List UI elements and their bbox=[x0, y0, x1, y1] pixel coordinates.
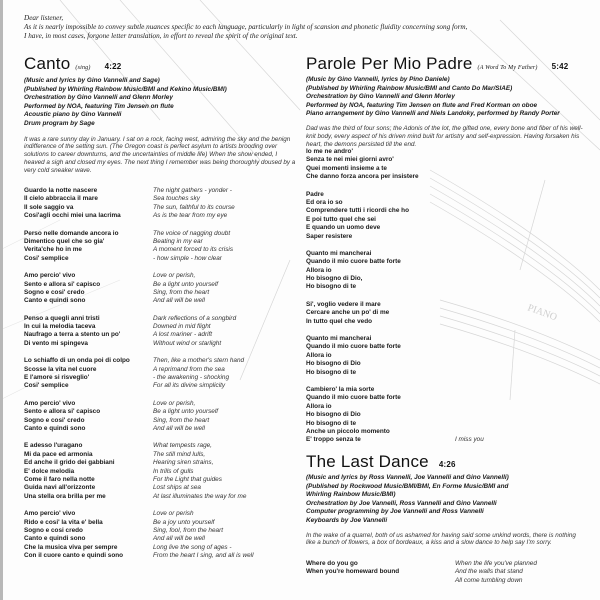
lyric-original: Saper resistere bbox=[306, 232, 353, 240]
lyric-line bbox=[24, 340, 254, 348]
lyric-translation: Sing, from the heart bbox=[153, 288, 210, 296]
lyric-translation: The voice of nagging doubt bbox=[153, 229, 231, 237]
lyric-original: In tutto quel che vedo bbox=[306, 317, 373, 325]
lyric-original: Where do you go bbox=[306, 560, 358, 567]
song-story: In the wake of a quarrel, both of us ashamed for having said some unkind words, there is nothing like a bunch of flowers, a box of bordeaux, a kiss and a slow dance to help say I'm sorry. bbox=[306, 531, 576, 547]
lyric-original: Mi da pace ed armonia bbox=[24, 450, 93, 458]
lyric-original: Come il faro nella notte bbox=[24, 475, 95, 483]
stanza bbox=[24, 272, 254, 306]
lyric-original: Amo percio' vivo bbox=[24, 510, 76, 518]
lyric-line bbox=[24, 519, 254, 527]
lyric-translation: From the heart I sing, and all is well bbox=[153, 552, 254, 560]
lyric-line bbox=[306, 420, 484, 428]
lyric-line bbox=[24, 366, 254, 374]
song-duration: 4:22 bbox=[104, 62, 122, 71]
lyric-original: Ed ora io so bbox=[306, 198, 343, 206]
parole-lyrics bbox=[306, 148, 484, 454]
lyric-original: Ho bisogno di Dio bbox=[306, 360, 361, 368]
song-credits bbox=[24, 77, 296, 129]
lyric-line bbox=[24, 408, 254, 416]
lyric-line bbox=[306, 352, 484, 360]
lyric-original: Io me ne andro' bbox=[306, 148, 353, 155]
lyric-original: Ho bisogno di Dio bbox=[306, 411, 361, 419]
lyric-line bbox=[306, 224, 484, 232]
intro-line: I have, in most cases, forgone letter translation, in effort to reveal the spirit of the original text. bbox=[24, 32, 298, 40]
lyric-translation: I miss you bbox=[455, 436, 484, 444]
lyric-translation: Long live the song of ages - bbox=[153, 543, 232, 551]
lyric-translation: A lost mariner - adrift bbox=[153, 331, 213, 339]
lyric-line bbox=[306, 360, 484, 368]
lyric-original: E quando un uomo deve bbox=[306, 224, 381, 232]
song-duration: 5:42 bbox=[551, 62, 569, 71]
stanza bbox=[306, 560, 537, 585]
lyric-line bbox=[24, 331, 254, 339]
song-title bbox=[306, 453, 596, 474]
stanza bbox=[24, 400, 254, 434]
lyric-original: Cosi'agli occhi miei una lacrima bbox=[24, 212, 121, 220]
lyric-line bbox=[24, 357, 254, 365]
lyric-original: Quando il mio cuore batte forte bbox=[306, 258, 401, 266]
song-story: It was a rare sunny day in January. I sat on a rock, facing west, admiring the sky and the benign indifference of the setting sun. (The Oregon coast is perfect asylum to artists brooding over solutions to career downturns, and the uncertainties of middle life) When the show ended, I heaved a sigh and closed my eyes. The next thing I remember was being thoroughly doused by a very cold sneaker wave. bbox=[24, 135, 296, 174]
lyric-line bbox=[306, 318, 484, 326]
lyric-line bbox=[24, 323, 254, 331]
lyric-translation: All come tumbling down bbox=[455, 576, 523, 584]
credit-line: Acoustic piano by Gino Vannelli bbox=[24, 111, 122, 119]
lyric-translation: Be a light unto yourself bbox=[153, 280, 219, 288]
lyric-line bbox=[306, 275, 484, 283]
lyric-line bbox=[306, 148, 484, 156]
credit-line: Keyboards by Joe Vannelli bbox=[306, 516, 388, 524]
lyric-line bbox=[24, 535, 254, 543]
lyric-original: Guida navi all'orizzonte bbox=[24, 484, 96, 492]
lyric-line bbox=[306, 191, 484, 199]
song-subtitle: (A Word To My Father) bbox=[477, 65, 538, 71]
lyric-line bbox=[24, 255, 254, 263]
svg-text:PIANO: PIANO bbox=[525, 302, 559, 324]
lyric-original: Cercare anche un po' di me bbox=[306, 309, 390, 317]
lyric-line bbox=[306, 369, 484, 377]
stanza bbox=[24, 442, 254, 501]
lyric-line bbox=[24, 442, 254, 450]
lyric-line bbox=[306, 165, 484, 173]
lyric-original: Ho bisogno di te bbox=[306, 368, 357, 376]
lyric-original: Il sole saggio va bbox=[24, 203, 74, 211]
song-the-last-dance bbox=[306, 453, 596, 547]
lyric-original: Cambiero' la mia sorte bbox=[306, 385, 375, 393]
lyric-line bbox=[24, 212, 254, 220]
lyric-line bbox=[306, 411, 484, 419]
song-title-text: Canto bbox=[24, 54, 71, 73]
lyric-original: Ed anche il grido dei gabbiani bbox=[24, 459, 115, 467]
lyric-original: Rido e cosi' la vita e' bella bbox=[24, 518, 103, 526]
lyric-original: Naufrago a terra a stento un po' bbox=[24, 331, 121, 339]
lyric-line bbox=[24, 425, 254, 433]
credit-line: (Music and lyrics by Ross Vannelli, Joe Vannelli and Gino Vannelli) bbox=[306, 474, 509, 481]
lyric-line bbox=[306, 386, 484, 394]
intro-letter bbox=[24, 14, 467, 41]
lyric-line bbox=[306, 403, 484, 411]
credit-line: Computer programming by Joe Vannelli and Ross Vannelli bbox=[306, 508, 484, 516]
lyric-original: Quanto mi mancherai bbox=[306, 249, 372, 257]
lyric-original: When you're homeward bound bbox=[306, 568, 400, 576]
lyric-line bbox=[24, 493, 254, 501]
lyric-line bbox=[24, 459, 254, 467]
lyric-line bbox=[24, 468, 254, 476]
lyric-translation: The sun, faithful to its course bbox=[153, 203, 235, 211]
lyric-translation: Beating in my ear bbox=[153, 237, 203, 245]
lyric-line bbox=[24, 451, 254, 459]
lyric-original: Allora io bbox=[306, 402, 332, 410]
lyric-original: Senza te nei miei giorni avro' bbox=[306, 156, 394, 164]
song-credits bbox=[306, 474, 596, 526]
lyric-original: Che la musica viva per sempre bbox=[24, 543, 118, 551]
stanza bbox=[24, 510, 254, 560]
lyric-line bbox=[24, 374, 254, 382]
lyric-original: Perso nelle domande ancora io bbox=[24, 229, 119, 237]
lyric-translation: Love or perish bbox=[153, 510, 194, 518]
lyric-translation: Sing, from the heart bbox=[153, 416, 210, 424]
lyric-original: Allora io bbox=[306, 266, 332, 274]
lyric-original: Penso a quegli anni tristi bbox=[24, 314, 100, 322]
lyric-original: Cosi' semplice bbox=[24, 254, 69, 262]
stanza bbox=[306, 191, 484, 241]
lyric-original: Canto e quindi sono bbox=[24, 535, 86, 543]
song-credits bbox=[306, 76, 596, 119]
song-subtitle: (sing) bbox=[75, 65, 91, 71]
lyric-original: Il cielo abbraccia il mare bbox=[24, 195, 98, 203]
credit-line: Orchestration by Gino Vannelli and Glenn Morley bbox=[24, 94, 173, 102]
lyric-original: Ho bisogno di te bbox=[306, 419, 357, 427]
stanza bbox=[24, 357, 254, 391]
credit-line: Orchestration by Gino Vannelli and Glenn Morley bbox=[306, 93, 455, 101]
lyric-translation: Lost ships at sea bbox=[153, 484, 201, 492]
lyric-translation: What tempests rage, bbox=[153, 442, 212, 450]
lyric-original: Guardo la notte nascere bbox=[24, 187, 98, 194]
song-parole-per-mio-padre bbox=[306, 55, 596, 148]
lyric-line bbox=[24, 476, 254, 484]
lyric-line bbox=[306, 560, 537, 568]
lyric-line bbox=[24, 484, 254, 492]
song-title-text: Parole Per Mio Padre bbox=[306, 54, 473, 73]
lyric-translation: In trills of gulls bbox=[153, 467, 194, 475]
lyric-line bbox=[24, 281, 254, 289]
lyric-original: Quando il mio cuore batte forte bbox=[306, 343, 401, 351]
lyric-translation: Then, like a mother's stern hand bbox=[153, 357, 245, 365]
lyric-line bbox=[24, 297, 254, 305]
credit-line: (Published by Rockwood Music/BMI/BMI, En Forme Music/BMI and bbox=[306, 482, 509, 490]
lyric-translation: - how simple - how clear bbox=[153, 254, 222, 262]
lyric-line bbox=[306, 207, 484, 215]
lyric-line bbox=[24, 544, 254, 552]
lyric-original: Di vento mi spingeva bbox=[24, 339, 88, 347]
lyric-translation: And all will be well bbox=[153, 535, 205, 543]
credit-line: (Music and lyrics by Gino Vannelli and Sage) bbox=[24, 77, 160, 84]
lyric-line bbox=[24, 417, 254, 425]
lyric-line bbox=[306, 577, 537, 585]
lyric-line bbox=[24, 195, 254, 203]
lyric-translation: And all will be well bbox=[153, 424, 205, 432]
lyric-line bbox=[24, 527, 254, 535]
lyric-line bbox=[24, 510, 254, 518]
lyric-original: Sogno e cosi' credo bbox=[24, 288, 85, 296]
lyric-original: Che danno forza ancora per insistere bbox=[306, 173, 419, 181]
lyric-line bbox=[306, 343, 484, 351]
lyric-line bbox=[306, 233, 484, 241]
lyric-translation: - the awakening - shocking bbox=[153, 374, 230, 382]
lyric-translation: Hearing siren strains, bbox=[153, 459, 214, 467]
lyric-line bbox=[306, 199, 484, 207]
lyric-line bbox=[306, 283, 484, 291]
lyric-original: Anche un piccolo momento bbox=[306, 427, 390, 435]
intro-greeting: Dear listener, bbox=[24, 14, 64, 22]
lyric-original: Quanto mi mancherai bbox=[306, 335, 372, 343]
lyric-translation: For the Light that guides bbox=[153, 475, 222, 483]
credit-line: (Music by Gino Vannelli, lyrics by Pino Daniele) bbox=[306, 76, 450, 83]
song-story: Dad was the third of four sons; the Adonis of the lot, the gifted one, every bone and fiber of his well-knit body, every aspect of his driven mind built for artistry and self-expression. Having forsaken his heart, the demons persisted till the end. bbox=[306, 124, 583, 148]
lyric-original: Comprendere tutti i ricordi che ho bbox=[306, 207, 409, 215]
lyric-original: In cui la melodia taceva bbox=[24, 323, 96, 331]
lyric-translation: The night gathers - yonder - bbox=[153, 187, 232, 194]
lyric-translation: Sea touches sky bbox=[153, 195, 200, 203]
lyric-line bbox=[306, 568, 537, 576]
lyric-original: E adesso l'uragano bbox=[24, 442, 83, 450]
lyric-translation: The still mind lulls, bbox=[153, 450, 206, 458]
song-title bbox=[24, 55, 296, 77]
lyric-original: E l'amore si risveglio' bbox=[24, 374, 90, 382]
lyric-original: Quando il mio cuore batte forte bbox=[306, 394, 401, 402]
stanza bbox=[306, 386, 484, 445]
lyric-translation: And the walls that stand bbox=[455, 568, 523, 576]
lyric-line bbox=[24, 552, 254, 560]
page-edge bbox=[0, 0, 3, 600]
song-canto bbox=[24, 55, 296, 175]
lyric-original: Si', voglio vedere il mare bbox=[306, 300, 381, 308]
lyric-original: Dimentico quel che so gia' bbox=[24, 237, 105, 245]
lyric-original: Scosse la vita nel cuore bbox=[24, 365, 97, 373]
lyric-original: Padre bbox=[306, 190, 324, 198]
credit-line: Whirling Rainbow Music/BMI) bbox=[306, 491, 396, 499]
lyric-translation: Be a joy unto yourself bbox=[153, 518, 215, 526]
lyric-original: E' dolce melodia bbox=[24, 467, 75, 475]
credit-line: (Published by Whirling Rainbow Music/BMI and Kekino Music/BMI) bbox=[24, 85, 227, 93]
lyric-line bbox=[306, 216, 484, 224]
lyric-original: Sogno e cosi' credo bbox=[24, 416, 85, 424]
song-duration: 4:26 bbox=[438, 460, 456, 469]
lyric-original: Ho bisogno di Dio, bbox=[306, 275, 363, 283]
credit-line: Drum program by Sage bbox=[24, 119, 95, 127]
lyric-translation: A moment forced to its crisis bbox=[153, 246, 234, 254]
lyric-translation: A reprimand from the sea bbox=[153, 365, 225, 373]
lyric-line bbox=[24, 187, 254, 195]
lyric-original: Canto e quindi sono bbox=[24, 297, 86, 305]
intro-line: As it is nearly impossible to convey subtle nuances specific to each language, particularly in light of scansion and phonetic fluidity concerning song form, bbox=[24, 23, 468, 31]
lyric-translation: Love or perish, bbox=[153, 272, 196, 280]
stanza bbox=[306, 301, 484, 326]
lyric-line bbox=[306, 258, 484, 266]
stanza bbox=[24, 230, 254, 264]
stanza bbox=[306, 335, 484, 377]
lyric-translation: Without wind or starlight bbox=[153, 339, 222, 347]
lyric-line bbox=[306, 156, 484, 164]
lyric-line bbox=[24, 272, 254, 280]
stanza bbox=[306, 148, 484, 182]
lyric-translation: When the life you've planned bbox=[455, 560, 537, 567]
lyric-line bbox=[24, 246, 254, 254]
lyric-line bbox=[306, 436, 484, 444]
lyric-translation: Be a light unto yourself bbox=[153, 408, 219, 416]
lyric-original: Sogno e cosi credo bbox=[24, 526, 83, 534]
lyric-line bbox=[24, 230, 254, 238]
credit-line: Performed by NOA, featuring Tim Jensen on flute and Fred Korman on oboe bbox=[306, 101, 538, 109]
lyric-translation: Love or perish, bbox=[153, 399, 196, 407]
lyric-translation: For all its divine simplicity bbox=[153, 382, 226, 390]
lyric-translation: At last illuminates the way for me bbox=[153, 492, 247, 500]
lyric-original: Quei momenti insieme a te bbox=[306, 164, 387, 172]
lyric-original: Canto e quindi sono bbox=[24, 424, 86, 432]
song-title-text: The Last Dance bbox=[306, 452, 429, 471]
lyric-original: Sento e allora si' capisco bbox=[24, 408, 101, 416]
lyric-line bbox=[24, 382, 254, 390]
lyric-line bbox=[306, 428, 484, 436]
lyric-original: Cosi' semplice bbox=[24, 382, 69, 390]
lyric-translation: As is the tear from my eye bbox=[153, 212, 228, 220]
lyric-line bbox=[24, 315, 254, 323]
credit-line: (Published by Whirling Rainbow Music/BMI and Canto Do Mar/SIAE) bbox=[306, 84, 513, 92]
lyric-line bbox=[24, 204, 254, 212]
lyric-original: Amo percio' vivo bbox=[24, 272, 76, 280]
credit-line: Performed by NOA, featuring Tim Jensen on flute bbox=[24, 102, 174, 110]
lyric-original: E poi tutto quel che sei bbox=[306, 215, 376, 223]
lyric-original: Una stella ora brilla per me bbox=[24, 492, 106, 500]
credit-line: Orchestration by Joe Vannelli, Ross Vannelli and Gino Vannelli bbox=[306, 499, 497, 507]
lyric-original: Lo schiaffo di un onda poi di colpo bbox=[24, 357, 130, 365]
lyric-original: E' troppo senza te bbox=[306, 436, 361, 444]
lyric-original: Allora io bbox=[306, 351, 332, 359]
canto-lyrics bbox=[24, 187, 254, 569]
lyric-translation: Downed in mid flight bbox=[153, 323, 211, 331]
lastdance-lyrics bbox=[306, 560, 537, 594]
lyric-line bbox=[306, 309, 484, 317]
lyric-translation: Sing, fool, from the heart bbox=[153, 526, 223, 534]
stanza bbox=[306, 250, 484, 292]
lyric-line bbox=[24, 289, 254, 297]
lyric-line bbox=[306, 335, 484, 343]
lyric-original: Amo percio' vivo bbox=[24, 399, 76, 407]
lyric-original: Verita'che ho in me bbox=[24, 246, 82, 254]
lyric-original: Con il cuore canto e quindi sono bbox=[24, 552, 124, 560]
lyric-line bbox=[306, 250, 484, 258]
lyric-line bbox=[24, 400, 254, 408]
lyric-line bbox=[306, 301, 484, 309]
song-title bbox=[306, 55, 596, 77]
lyric-line bbox=[306, 173, 484, 181]
lyric-original: Sento e allora si' capisco bbox=[24, 280, 101, 288]
stanza bbox=[24, 315, 254, 349]
lyric-line bbox=[24, 238, 254, 246]
lyric-original bbox=[306, 577, 455, 585]
lyric-line bbox=[306, 394, 484, 402]
credit-line: Piano arrangement by Gino Vannelli and Niels Landoky, performed by Randy Porter bbox=[306, 110, 560, 118]
lyric-translation: And all will be well bbox=[153, 297, 205, 305]
stanza bbox=[24, 187, 254, 221]
lyric-original: Ho bisogno di te bbox=[306, 283, 357, 291]
lyric-line bbox=[306, 267, 484, 275]
lyric-translation: Dark reflections of a songbird bbox=[153, 314, 237, 322]
